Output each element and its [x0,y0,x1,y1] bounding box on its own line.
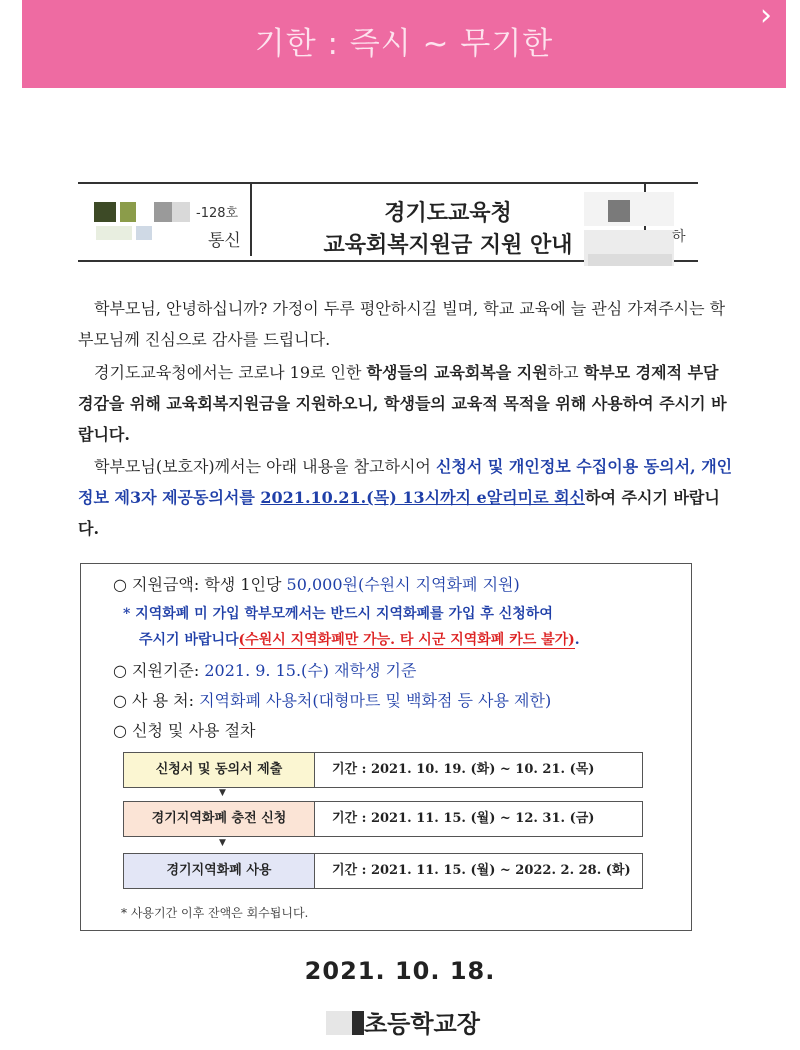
deadline-banner [22,0,786,88]
document-type: 통신 [208,231,241,251]
support-info-box [80,563,692,931]
request-text-2: 하여 주시기 바랍니다. [78,488,720,538]
policy-paragraph [78,357,738,450]
basis-value: 2021. 9. 15.(수) 재학생 기준 [204,661,417,680]
amount-label: ○ 지원금액: 학생 1인당 [113,575,287,594]
document-subject: 교육회복지원금 지원 안내 [323,233,573,258]
policy-emphasis-2: 학부모 경제적 부담 경감을 위해 교육회복지원금을 지원하오니, 학생들의 교육적 목적을 위해 사용하여 주시기 바랍니다. [78,363,727,444]
request-forms: 신청서 및 개인정보 수집이용 동의서, 개인정보 제3자 제공동의서를 [78,457,733,507]
banner-title: 기한 : 즉시 ~ 무기한 [254,26,554,62]
issue-date: 2021. 10. 18. [304,957,496,985]
amount-value: 50,000원(수원시 지역화폐 지원) [286,575,520,594]
step-period: 기간 : 2021. 10. 19. (화) ~ 10. 21. (목) [332,762,595,777]
step-period: 기간 : 2021. 11. 15. (월) ~ 2022. 2. 28. (화) [332,863,631,878]
usage-label: ○ 사 용 처: [113,691,200,710]
redacted-right-block [584,186,680,272]
step-period: 기간 : 2021. 11. 15. (월) ~ 12. 31. (금) [332,811,595,826]
step-charge-request [123,801,643,837]
policy-emphasis-1: 학생들의 교육회복을 지원 [366,363,548,382]
policy-text-2: 하고 [547,363,584,382]
currency-restriction: (수원시 지역화폐만 가능. 타 시군 지역화폐 카드 불가) [238,632,575,648]
request-deadline: 2021.10.21.(목) 13시까지 e알리미로 회신 [260,488,586,507]
arrow-down-icon: ▼ [219,838,226,848]
step-label: 경기지역화폐 사용 [124,854,315,888]
currency-note-text: 주시기 바랍니다 [139,632,239,648]
currency-note-2 [139,629,580,649]
basis-label: ○ 지원기준: [113,661,205,680]
redacted-logo-block [84,200,194,244]
redacted-school-name [326,1011,352,1035]
header-right-fragment: 하 [672,229,686,245]
arrow-down-icon: ▼ [219,788,226,798]
document-header [78,182,698,262]
greeting-paragraph: 학부모님, 안녕하십니까? 가정이 두루 평안하시길 빌며, 학교 교육에 늘 관심 가져주시는 학부모님께 진심으로 감사를 드립니다. [78,299,726,349]
basis-row [113,658,416,681]
issuer-title: 경기도교육청 [384,201,512,226]
usage-row [113,688,551,711]
amount-row [113,572,520,595]
signer [326,1004,480,1039]
currency-note-end: . [574,632,580,648]
document-number: -128호 [196,206,239,221]
usage-value: 지역화폐 사용처(대형마트 및 백화점 등 사용 제한) [199,691,552,710]
signer-title: 초등학교장 [364,1010,480,1038]
balance-footnote: * 사용기간 이후 잔액은 회수됩니다. [121,906,309,920]
request-text-1: 학부모님(보호자)께서는 아래 내용을 참고하시어 [94,457,436,476]
currency-note: * 지역화폐 미 가입 학부모께서는 반드시 지역화폐를 가입 후 신청하여 [123,606,553,622]
procedure-heading: ○ 신청 및 사용 절차 [113,721,256,740]
chevron-right-icon[interactable]: › [760,0,772,33]
step-submit-forms [123,752,643,788]
step-label: 경기지역화폐 충전 신청 [124,802,315,836]
policy-text-1: 경기도교육청에서는 코로나 19로 인한 [94,363,367,382]
redacted-school-mark [352,1011,364,1035]
step-label: 신청서 및 동의서 제출 [124,753,315,787]
step-use-currency [123,853,643,889]
request-paragraph [78,451,738,544]
